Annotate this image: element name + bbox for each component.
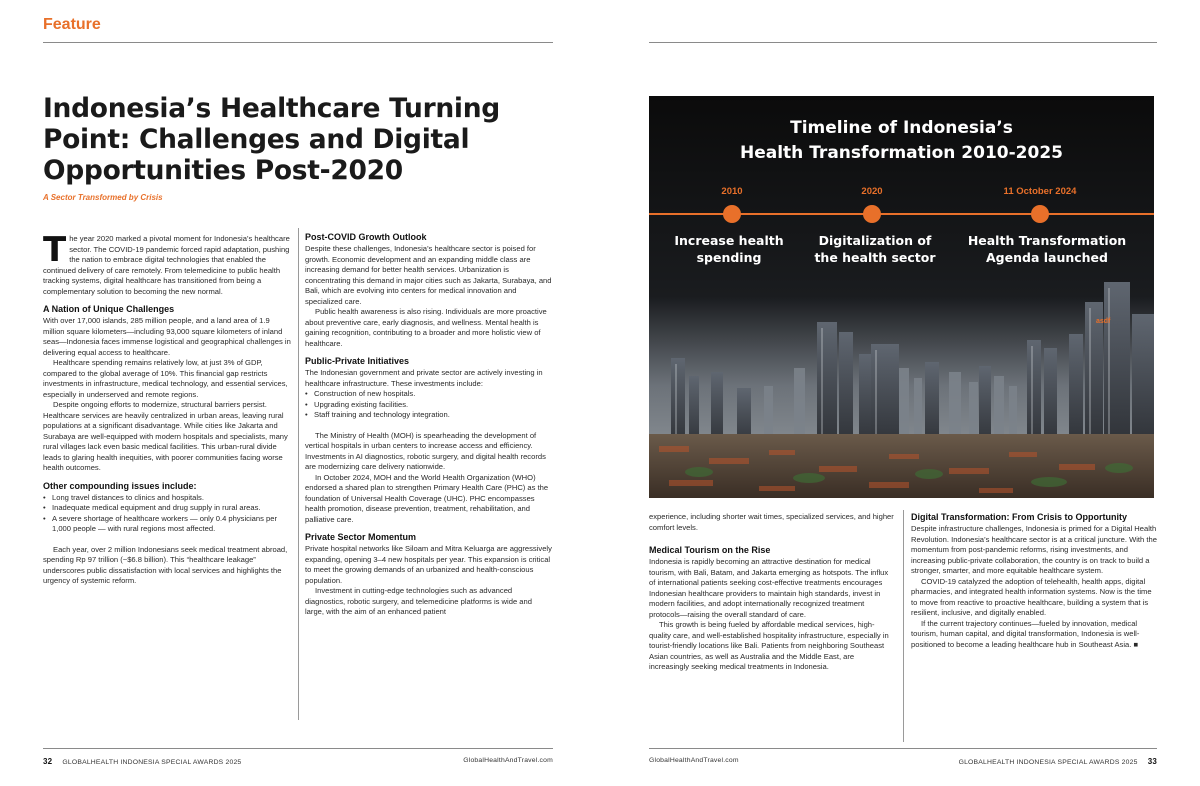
footer-rule xyxy=(649,748,1157,749)
column-divider xyxy=(298,228,299,720)
milestone-text xyxy=(674,232,783,266)
list-item: • Inadequate medical equipment and drug supply in rural areas. xyxy=(43,503,292,514)
issues-list xyxy=(43,493,292,535)
paragraph: Despite infrastructure challenges, Indonesia is primed for a Digital Health Revolution. Indonesia’s healthcare sector is at a critical juncture. With the momentum from post-pandemic reforms, rising investments, and increasing public-private collaboration, the country is on track to build a stronger, smarter, and more equitable healthcare system. xyxy=(911,524,1157,575)
section-heading: Other compounding issues include: xyxy=(43,480,197,491)
publication-name: GLOBALHEALTH INDONESIA SPECIAL AWARDS 2025 xyxy=(62,759,242,766)
footer-left xyxy=(43,757,241,766)
section-heading: Public-Private Initiatives xyxy=(305,356,410,366)
header-rule xyxy=(43,42,553,43)
milestone-text-line: Increase health xyxy=(674,233,784,248)
paragraph: Each year, over 2 million Indonesians seek medical treatment abroad, spending Rp 97 trillion (~$6.8 billion). This “healthcare leakage” underscores public dissatisfaction with local services and highlights the urgency of systemic reform. xyxy=(43,544,288,585)
paragraph: Indonesia is rapidly becoming an attractive destination for medical tourism, with Bali, Batam, and Jakarta emerging as hotspots. The influx of international patients seeking cost-effective treatments encourages Indonesian healthcare providers to maintain high standards, invest in modern facilities, and adopt internationally recognized treatment protocols—raising the overall standard of care. xyxy=(649,557,889,619)
paragraph: The Ministry of Health (MOH) is spearheading the development of vertical hospitals in urban centers to increase access and efficiency. Investments in AI diagnostics, robotic surgery, and digital health records are modernizing care delivery nationwide. xyxy=(305,430,546,471)
section-heading: A Nation of Unique Challenges xyxy=(43,304,175,314)
section-heading: Private Sector Momentum xyxy=(305,532,417,542)
infographic-title-line: Timeline of Indonesia’s xyxy=(790,118,1013,138)
column-2 xyxy=(305,226,553,618)
column-divider xyxy=(903,510,904,742)
headline-line: Indonesia’s Healthcare Turning xyxy=(43,93,500,124)
paragraph: Investment in cutting-edge technologies such as advanced diagnostics, robotic surgery, and telemedicine platforms is wide and large, with the aim of an enhanced patient xyxy=(305,586,532,616)
milestone-text-line: Health Transformation xyxy=(967,233,1127,248)
milestone-text-line: spending xyxy=(696,250,762,265)
infographic-title xyxy=(649,116,1154,166)
headline-line: Point: Challenges and Digital xyxy=(43,124,470,155)
list-item: • Upgrading existing facilities. xyxy=(305,400,553,411)
list-item: • Construction of new hospitals. xyxy=(305,389,553,400)
paragraph: Healthcare spending remains relatively low, at just 3% of GDP, compared to the global average of 10%. This financial gap restricts investments in infrastructure, medical technology, and essential services, especially in underserved and remote regions. xyxy=(43,358,288,399)
footer-url: GlobalHealthAndTravel.com xyxy=(463,757,553,764)
photo-watermark: asdf xyxy=(1096,318,1111,325)
paragraph: experience, including shorter wait times, specialized services, and higher comfort levels. xyxy=(649,512,894,532)
intro-paragraph: he year 2020 marked a pivotal moment for Indonesia’s healthcare sector. The COVID-19 pandemic forced rapid adaptation, pushing the nation to embrace digital technologies that enabled the continued delivery of care remotely. From telemedicine to public health tracking systems, digital healthcare has transitioned from being a complementary solution to becoming the new normal. xyxy=(43,234,290,296)
milestone-dot xyxy=(723,205,741,223)
paragraph: With over 17,000 islands, 285 million people, and a land area of 1.9 million square kilometers—including 93,000 square kilometers of inland seas—Indonesia faces immense logistical and geographical challenges in delivering equal access to healthcare. xyxy=(43,316,291,357)
timeline-infographic xyxy=(649,96,1154,498)
section-heading: Medical Tourism on the Rise xyxy=(649,545,771,555)
list-item: • Long travel distances to clinics and hospitals. xyxy=(43,493,292,504)
right-page xyxy=(600,0,1200,786)
column-4 xyxy=(911,505,1157,650)
column-1 xyxy=(43,230,292,587)
footer-right xyxy=(920,757,1157,766)
paragraph: In October 2024, MOH and the World Health Organization (WHO) endorsed a shared plan to strengthen Primary Health Care (PHC) as the foundation of Universal Health Coverage (UHC). PHC encompasses health promotion, disease prevention, treatment, rehabilitation, and palliative care. xyxy=(305,472,549,524)
paragraph: Despite these challenges, Indonesia’s healthcare sector is poised for growth. Economic development and an expanding middle class are increasing demand for better health services. Urbanization is concentrating this demand in major cities such as Jakarta, Surabaya, and Bali, which are evolving into centers for medical innovation and specialized care. xyxy=(305,244,552,306)
milestone-text xyxy=(814,232,935,266)
paragraph: The Indonesian government and private sector are actively investing in healthcare infrastructure. These investments include: xyxy=(305,368,543,388)
milestone-dot xyxy=(863,205,881,223)
footer-url: GlobalHealthAndTravel.com xyxy=(649,757,739,764)
milestone-text xyxy=(968,232,1126,266)
footer-rule xyxy=(43,748,553,749)
milestone-year: 2020 xyxy=(861,186,883,197)
milestone-text-line: Digitalization of xyxy=(818,233,932,248)
paragraph: Despite ongoing efforts to modernize, structural barriers persist. Healthcare services are heavily centralized in urban areas, leaving rural populations at a significant disadvantage. While cities like Jakarta and Surabaya are well-equipped with modern hospitals and specialists, many rural villages lack even basic medical facilities. This urban-rural divide leads to glaring health inequities, with poorer communities facing worse health outcomes. xyxy=(43,400,288,472)
milestone-text-line: the health sector xyxy=(814,250,936,265)
infographic-title-line: Health Transformation 2010-2025 xyxy=(740,143,1063,163)
header-rule xyxy=(649,42,1157,43)
investments-list xyxy=(305,389,553,421)
list-item: • A severe shortage of healthcare workers — only 0.4 physicians per 1,000 people — with rural regions most affected. xyxy=(43,514,292,535)
article-headline xyxy=(43,93,523,186)
drop-cap: T xyxy=(43,230,67,270)
paragraph: COVID-19 catalyzed the adoption of telehealth, health apps, digital pharmacies, and integrated health information systems. Now is the time to move from reactive to proactive healthcare, building a system that is resilient, inclusive, and digitally enabled. xyxy=(911,576,1152,617)
milestone-dot xyxy=(1031,205,1049,223)
paragraph: Public health awareness is also rising. Individuals are more proactive about preventive care, early diagnosis, and wellness. Mental health is gaining recognition, contributing to a broader and more holistic view of healthcare. xyxy=(305,307,547,348)
milestone-text-line: Agenda launched xyxy=(986,250,1108,265)
paragraph: If the current trajectory continues—fueled by innovation, medical tourism, human capital, and digital transformation, Indonesia is well-positioned to become a leading healthcare hub in Southeast Asia. ■ xyxy=(911,618,1140,649)
paragraph: Private hospital networks like Siloam and Mitra Keluarga are aggressively expanding, opening 3–4 new hospitals per year. This expansion is critical to meet the growing demands of an urbanized and health-conscious population. xyxy=(305,544,552,585)
page-number: 32 xyxy=(43,757,53,766)
section-heading: Digital Transformation: From Crisis to Opportunity xyxy=(911,512,1128,522)
list-item: • Staff training and technology integration. xyxy=(305,410,553,421)
article-subhead: A Sector Transformed by Crisis xyxy=(43,193,163,202)
section-label: Feature xyxy=(43,16,101,33)
headline-line: Opportunities Post-2020 xyxy=(43,155,403,186)
column-3 xyxy=(649,512,896,673)
milestone-year: 11 October 2024 xyxy=(1003,186,1077,197)
page-number: 33 xyxy=(1147,757,1157,766)
section-heading: Post-COVID Growth Outlook xyxy=(305,232,427,242)
publication-name: GLOBALHEALTH INDONESIA SPECIAL AWARDS 2025 xyxy=(958,759,1138,766)
paragraph: This growth is being fueled by affordable medical services, high-quality care, and well-established hospitality infrastructure, especially in tourist-friendly locations like Bali. Patients from neighboring Southeast Asian countries, as well as Australia and the Middle East, are increasingly seeking medical treatments in Indonesia. xyxy=(649,620,889,671)
milestone-year: 2010 xyxy=(721,186,743,197)
